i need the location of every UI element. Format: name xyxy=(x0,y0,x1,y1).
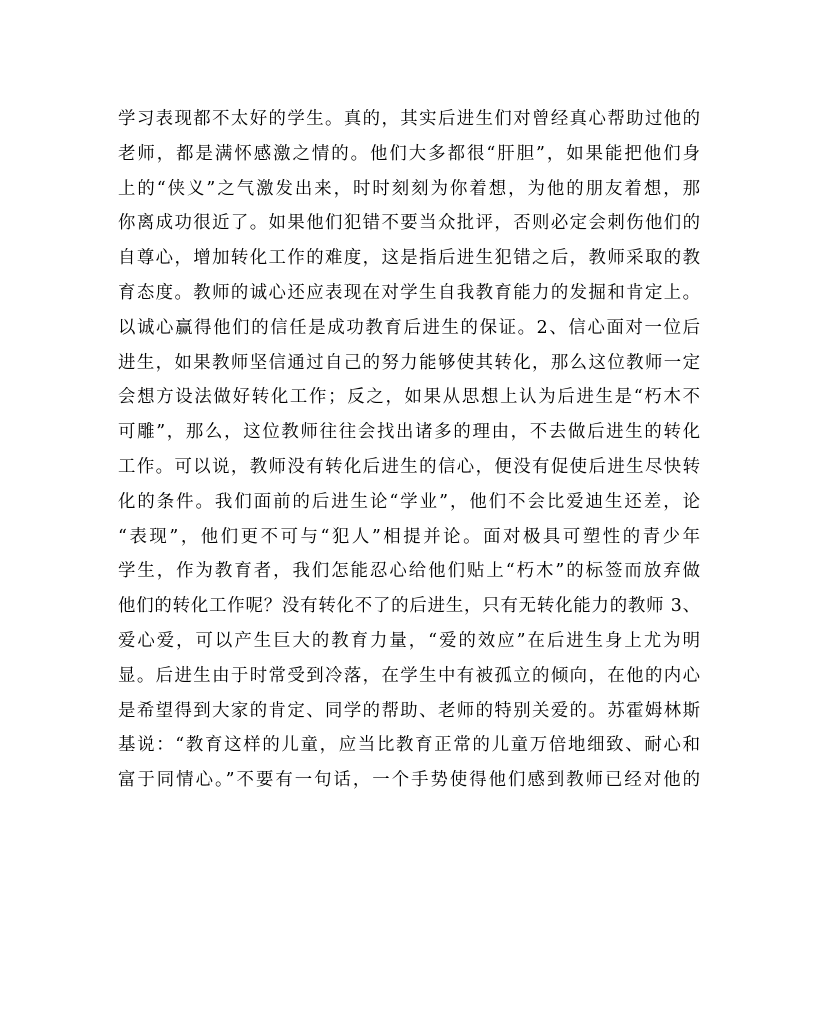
text-line: 爱心爱，可以产生巨大的教育力量，“爱的效应”在后进生身上尤为明 xyxy=(118,630,700,651)
text-line: 化的条件。我们面前的后进生论“学业”，他们不会比爱迪生还差，论 xyxy=(118,491,700,512)
text-line: 以诚心赢得他们的信任是成功教育后进生的保证。2、信心面对一位后 xyxy=(118,317,700,338)
text-line: 自尊心，增加转化工作的难度，这是指后进生犯错之后，教师采取的教 xyxy=(118,248,700,269)
text-line: 会想方设法做好转化工作；反之，如果从思想上认为后进生是“朽木不 xyxy=(118,387,700,408)
text-line: 是希望得到大家的肯定、同学的帮助、老师的特别关爱的。苏霍姆林斯 xyxy=(118,700,700,721)
text-line: 上的“侠义”之气激发出来，时时刻刻为你着想，为他的朋友着想，那 xyxy=(118,178,700,199)
text-line: 老师，都是满怀感激之情的。他们大多都很“肝胆”，如果能把他们身 xyxy=(118,143,700,164)
text-line: 学习表现都不太好的学生。真的，其实后进生们对曾经真心帮助过他的 xyxy=(118,109,700,129)
text-line: 进生，如果教师坚信通过自己的努力能够使其转化，那么这位教师一定 xyxy=(118,352,700,373)
text-line: 富于同情心。”不要有一句话，一个手势使得他们感到教师已经对他的 xyxy=(118,770,700,791)
text-line: 育态度。教师的诚心还应表现在对学生自我教育能力的发掘和肯定上。 xyxy=(118,282,700,303)
text-line: 工作。可以说，教师没有转化后进生的信心，便没有促使后进生尽快转 xyxy=(118,456,700,477)
body-text xyxy=(118,102,700,798)
text-line: 显。后进生由于时常受到冷落，在学生中有被孤立的倾向，在他的内心 xyxy=(118,665,700,686)
text-line: 他们的转化工作呢？没有转化不了的后进生，只有无转化能力的教师 3、 xyxy=(118,596,700,617)
text-line: 基说：“教育这样的儿童，应当比教育正常的儿童万倍地细致、耐心和 xyxy=(118,735,700,756)
text-line: “表现”，他们更不可与“犯人”相提并论。面对极具可塑性的青少年 xyxy=(118,526,700,547)
text-line: 可雕”，那么，这位教师往往会找出诸多的理由，不去做后进生的转化 xyxy=(118,422,700,443)
text-line: 你离成功很近了。如果他们犯错不要当众批评，否则必定会刺伤他们的 xyxy=(118,213,700,234)
text-line: 学生，作为教育者，我们怎能忍心给他们贴上“朽木”的标签而放弃做 xyxy=(118,561,700,582)
